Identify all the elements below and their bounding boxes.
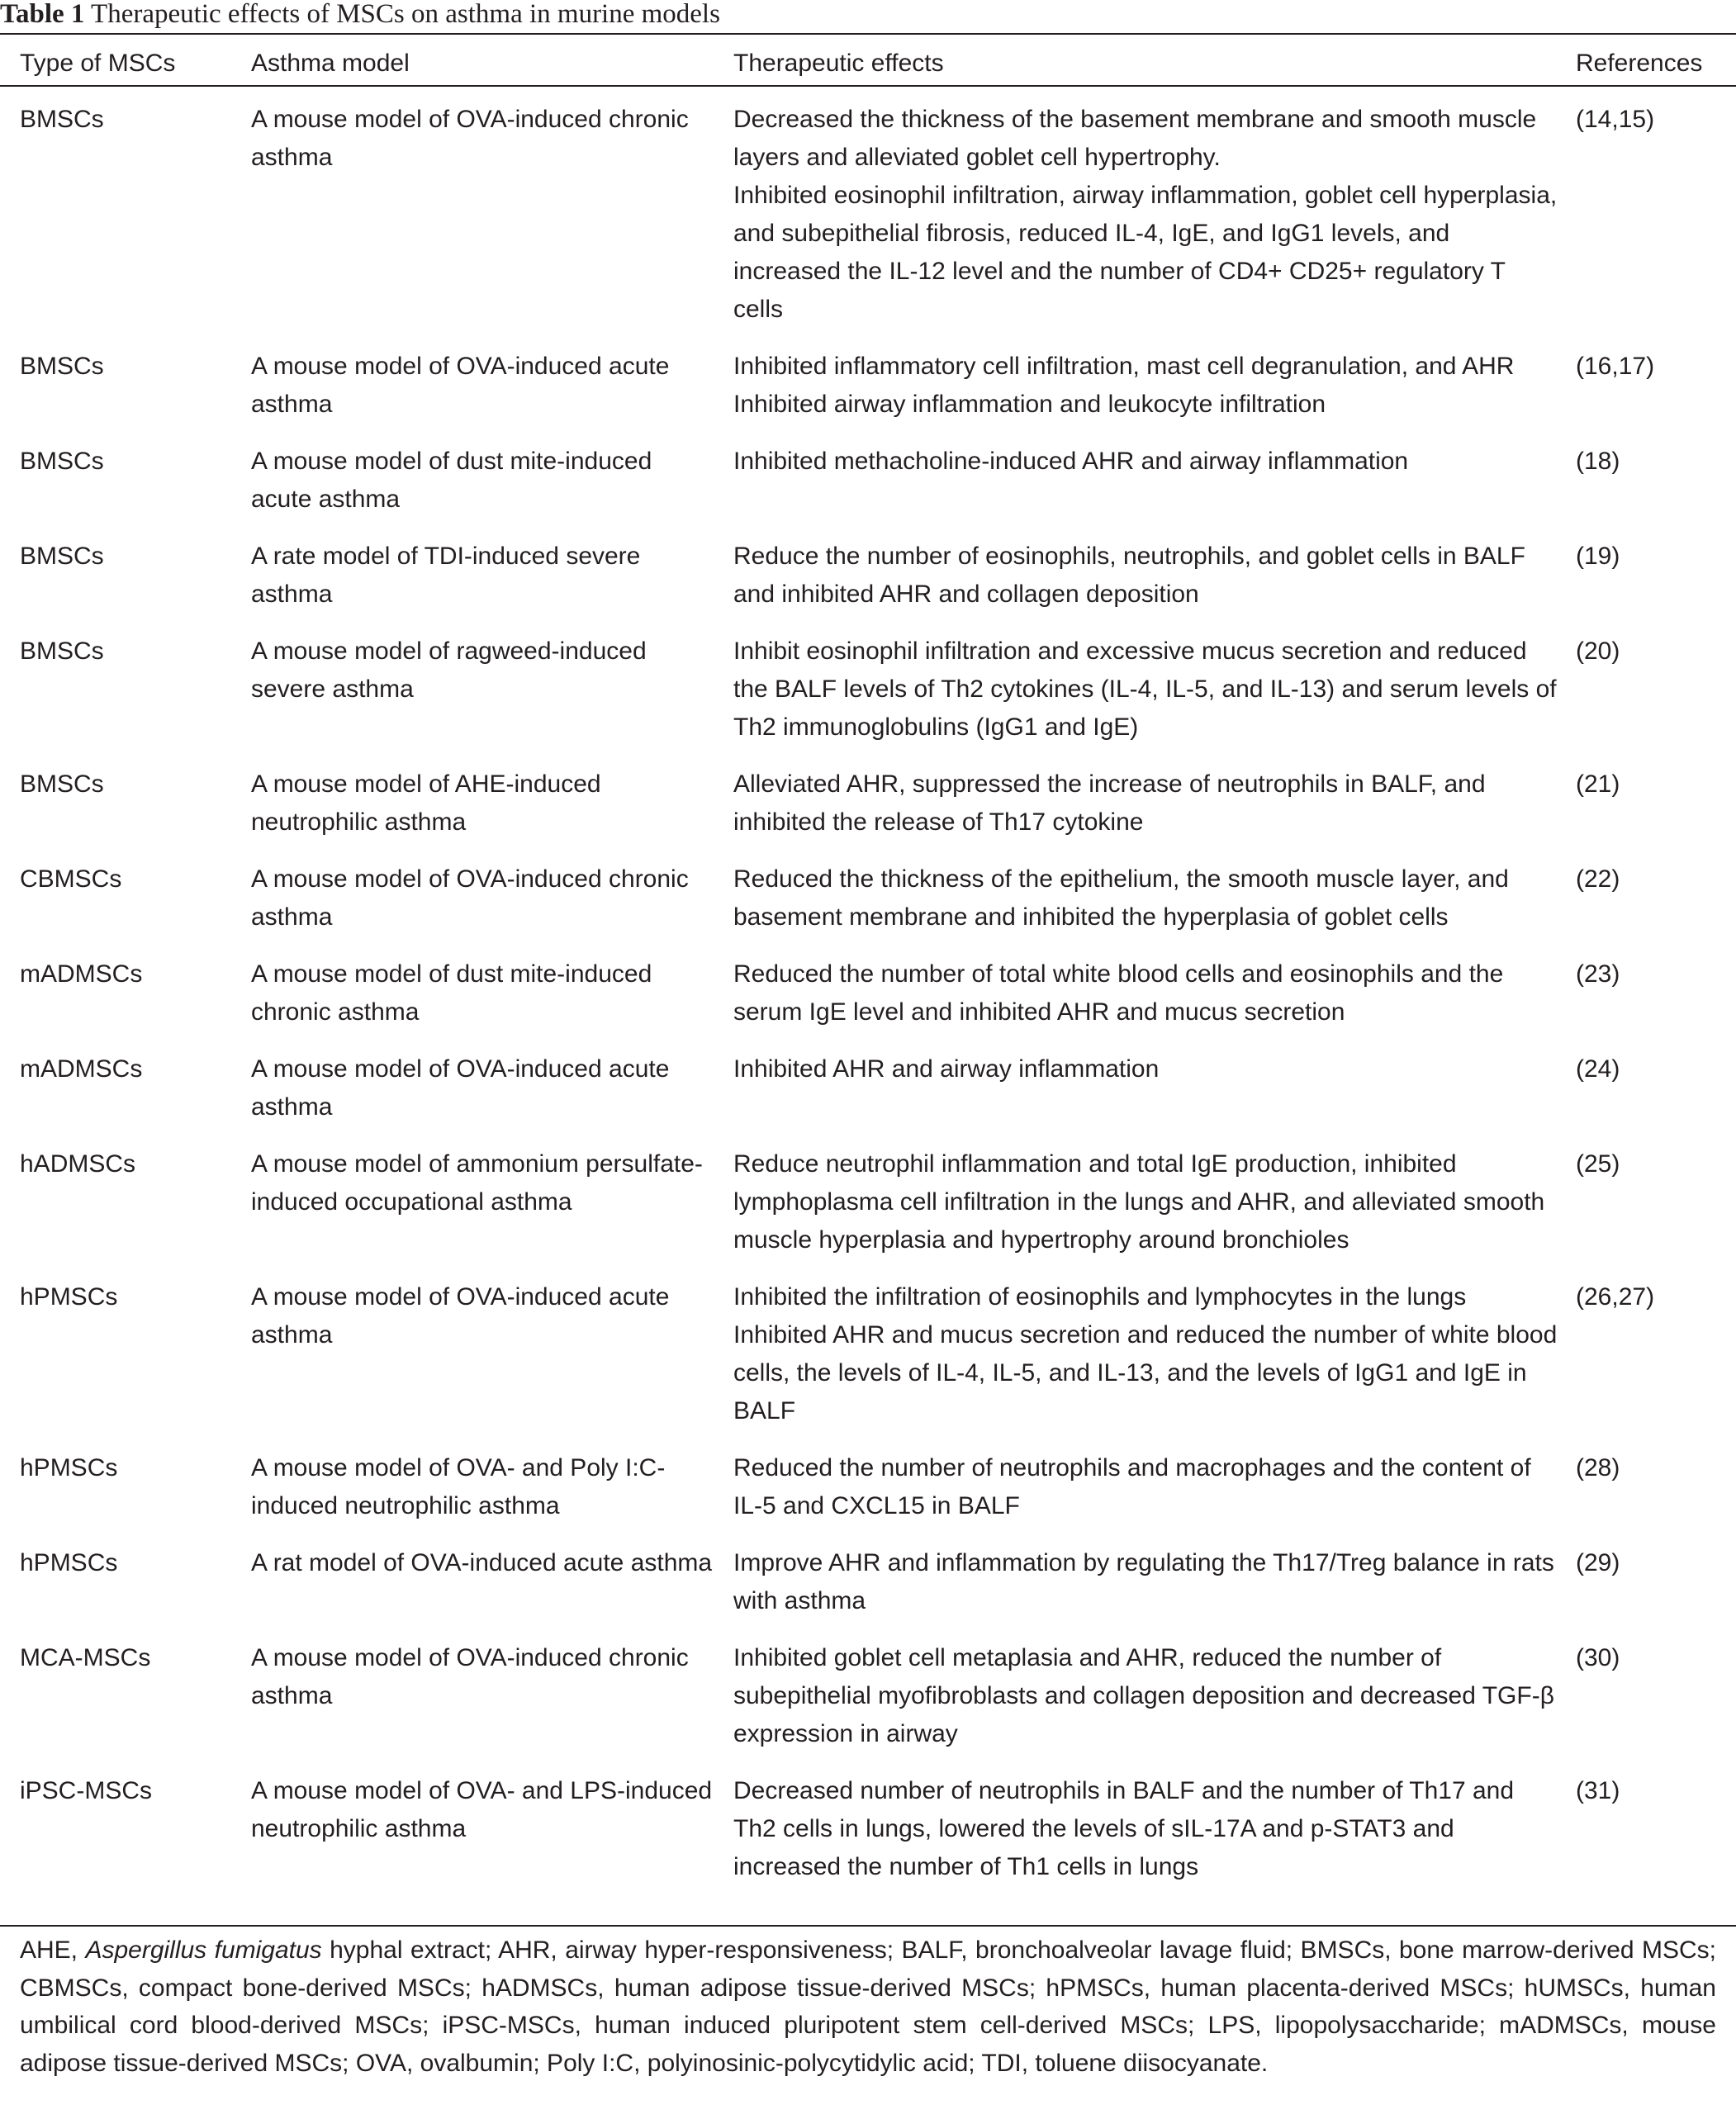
cell-reference: (29) [1576, 1549, 1620, 1576]
cell-therapeutic-effects [714, 860, 1561, 955]
bottom-rule [0, 1925, 1736, 1927]
cell-msc-type: MCA-MSCs [20, 1644, 151, 1671]
cell-reference: (16,17) [1576, 353, 1655, 380]
cell-msc-type: hPMSCs [20, 1283, 118, 1311]
cell-msc-type: hADMSCs [20, 1150, 136, 1178]
cell-therapeutic-effects [714, 766, 1561, 860]
cell-therapeutic-effects [714, 443, 1561, 538]
table-row [0, 766, 1736, 860]
effect-text: Inhibited AHR and mucus secretion and reduced the number of white blood cells, the levels of IL-4, IL-5, and IL-13, and the levels of IgG1 and IgE in BALF [733, 1321, 1558, 1425]
cell-reference: (26,27) [1576, 1283, 1655, 1311]
table-row [0, 443, 1736, 538]
cell-reference: (19) [1576, 543, 1620, 570]
effect-text: Inhibit eosinophil infiltration and excessive mucus secretion and reduced the BALF levels of Th2 cytokines (IL-4, IL-5, and IL-13) and serum levels of Th2 immunoglobulins (IgG1 and IgE) [733, 638, 1557, 741]
cell-asthma-model: A mouse model of ammonium persulfate-induced occupational asthma [251, 1150, 703, 1216]
cell-asthma-model: A mouse model of dust mite-induced chronic asthma [251, 960, 652, 1026]
cell-asthma-model: A mouse model of ragweed-induced severe asthma [251, 638, 647, 703]
cell-msc-type: iPSC-MSCs [20, 1777, 153, 1804]
cell-therapeutic-effects [714, 1050, 1561, 1145]
table-footnote [20, 1932, 1716, 2082]
effect-text: Inhibited AHR and airway inflammation [733, 1055, 1160, 1083]
cell-msc-type: BMSCs [20, 770, 104, 798]
effect-text: Reduced the number of neutrophils and macrophages and the content of IL-5 and CXCL15 in BALF [733, 1454, 1531, 1519]
asthma-msc-table [0, 45, 1736, 1905]
effect-text: Decreased the thickness of the basement membrane and smooth muscle layers and alleviated goblet cell hypertrophy. [733, 106, 1537, 171]
cell-therapeutic-effects [714, 955, 1561, 1050]
effect-text: Inhibited the infiltration of eosinophils and lymphocytes in the lungs [733, 1283, 1467, 1311]
cell-asthma-model: A mouse model of OVA-induced acute asthma [251, 1055, 670, 1121]
cell-asthma-model: A mouse model of dust mite-induced acute asthma [251, 448, 652, 513]
cell-asthma-model: A mouse model of OVA-induced chronic asthma [251, 865, 689, 931]
cell-asthma-model: A mouse model of AHE-induced neutrophilic asthma [251, 770, 601, 836]
cell-asthma-model: A mouse model of OVA- and LPS-induced neutrophilic asthma [251, 1777, 713, 1842]
cell-reference: (31) [1576, 1777, 1620, 1804]
cell-reference: (24) [1576, 1055, 1620, 1083]
cell-msc-type: hPMSCs [20, 1454, 118, 1481]
table-row [0, 1050, 1736, 1145]
effect-text: Inhibited methacholine-induced AHR and airway inflammation [733, 448, 1409, 475]
cell-therapeutic-effects [714, 1639, 1561, 1772]
effect-text: Alleviated AHR, suppressed the increase of neutrophils in BALF, and inhibited the release of Th17 cytokine [733, 770, 1486, 836]
table-row [0, 348, 1736, 443]
table-row [0, 1772, 1736, 1905]
table-row [0, 83, 1736, 348]
effect-text: Improve AHR and inflammation by regulating the Th17/Treg balance in rats with asthma [733, 1549, 1554, 1614]
cell-therapeutic-effects [714, 1145, 1561, 1278]
table-caption-text: Therapeutic effects of MSCs on asthma in murine models [84, 0, 720, 29]
footnote-abbr-first: AHE, [20, 1936, 86, 1964]
cell-asthma-model: A mouse model of OVA-induced acute asthma [251, 353, 670, 418]
cell-therapeutic-effects [714, 1544, 1561, 1639]
cell-msc-type: BMSCs [20, 638, 104, 665]
cell-asthma-model: A rat model of OVA-induced acute asthma [251, 1549, 713, 1576]
cell-msc-type: BMSCs [20, 106, 104, 133]
cell-msc-type: BMSCs [20, 353, 104, 380]
table-caption [0, 0, 720, 31]
effect-text: Reduce the number of eosinophils, neutrophils, and goblet cells in BALF and inhibited AHR and collagen deposition [733, 543, 1525, 608]
cell-reference: (22) [1576, 865, 1620, 893]
effect-text: Reduced the number of total white blood cells and eosinophils and the serum IgE level and inhibited AHR and mucus secretion [733, 960, 1504, 1026]
effect-text: Reduce neutrophil inflammation and total IgE production, inhibited lymphoplasma cell infiltration in the lungs and AHR, and alleviated smooth muscle hyperplasia and hypertrophy around bronchioles [733, 1150, 1545, 1254]
table-row [0, 860, 1736, 955]
cell-reference: (18) [1576, 448, 1620, 475]
table-header [0, 45, 1736, 83]
table-row [0, 1544, 1736, 1639]
table-caption-label: Table 1 [0, 0, 85, 29]
header-references: References [1576, 50, 1703, 77]
footnote-italic-term: Aspergillus fumigatus [85, 1936, 322, 1964]
effect-text: Inhibited eosinophil infiltration, airway inflammation, goblet cell hyperplasia, and subepithelial fibrosis, reduced IL-4, IgE, and IgG1 levels, and increased the IL-12 level and the number of CD4+ CD25+ regulatory T cells [733, 182, 1558, 323]
cell-asthma-model: A rate model of TDI-induced severe asthma [251, 543, 641, 608]
cell-msc-type: BMSCs [20, 448, 104, 475]
table-row [0, 955, 1736, 1050]
cell-reference: (21) [1576, 770, 1620, 798]
cell-reference: (28) [1576, 1454, 1620, 1481]
table-row [0, 633, 1736, 766]
header-type: Type of MSCs [20, 50, 176, 77]
cell-reference: (23) [1576, 960, 1620, 988]
table-row [0, 538, 1736, 633]
cell-therapeutic-effects [714, 1278, 1561, 1449]
header-effects: Therapeutic effects [733, 50, 944, 77]
table-row [0, 1145, 1736, 1278]
cell-msc-type: mADMSCs [20, 1055, 143, 1083]
table-row [0, 1449, 1736, 1544]
cell-reference: (14,15) [1576, 106, 1655, 133]
footnote-rest: hyphal extract; AHR, airway hyper-responsiveness; BALF, bronchoalveolar lavage fluid; BMSCs, bone marrow-derived MSCs; CBMSCs, compact bone-derived MSCs; hADMSCs, human adipose tissue-derived MSCs; hPMSCs, human placenta-derived MSCs; hUMSCs, human umbilical cord blood-derived MSCs; iPSC-MSCs, human induced pluripotent stem cell-derived MSCs; LPS, lipopolysaccharide; mADMSCs, mouse adipose tissue-derived MSCs; OVA, ovalbumin; Poly I:C, polyinosinic-polycytidylic acid; TDI, toluene diisocyanate. [20, 1936, 1716, 2077]
cell-therapeutic-effects [714, 1772, 1561, 1905]
cell-reference: (25) [1576, 1150, 1620, 1178]
cell-asthma-model: A mouse model of OVA-induced acute asthma [251, 1283, 670, 1349]
header-model: Asthma model [251, 50, 410, 77]
effect-text: Inhibited goblet cell metaplasia and AHR, reduced the number of subepithelial myofibroblasts and collagen deposition and decreased TGF-β expression in airway [733, 1644, 1554, 1747]
header-rule [0, 85, 1736, 87]
cell-therapeutic-effects [714, 348, 1561, 443]
cell-asthma-model: A mouse model of OVA- and Poly I:C-induced neutrophilic asthma [251, 1454, 666, 1519]
cell-therapeutic-effects [714, 1449, 1561, 1544]
cell-msc-type: BMSCs [20, 543, 104, 570]
effect-text: Decreased number of neutrophils in BALF and the number of Th17 and Th2 cells in lungs, lowered the levels of sIL-17A and p-STAT3 and increased the number of Th1 cells in lungs [733, 1777, 1515, 1880]
cell-msc-type: mADMSCs [20, 960, 143, 988]
cell-asthma-model: A mouse model of OVA-induced chronic asthma [251, 106, 689, 171]
cell-msc-type: CBMSCs [20, 865, 122, 893]
table-row [0, 1278, 1736, 1449]
table-body [0, 83, 1736, 1905]
cell-asthma-model: A mouse model of OVA-induced chronic asthma [251, 1644, 689, 1709]
cell-therapeutic-effects [714, 83, 1561, 348]
effect-text: Inhibited inflammatory cell infiltration, mast cell degranulation, and AHR Inhibited airway inflammation and leukocyte infiltration [733, 353, 1515, 418]
table-row [0, 1639, 1736, 1772]
cell-therapeutic-effects [714, 538, 1561, 633]
cell-reference: (20) [1576, 638, 1620, 665]
cell-therapeutic-effects [714, 633, 1561, 766]
effect-text: Reduced the thickness of the epithelium, the smooth muscle layer, and basement membrane and inhibited the hyperplasia of goblet cells [733, 865, 1509, 931]
cell-msc-type: hPMSCs [20, 1549, 118, 1576]
cell-reference: (30) [1576, 1644, 1620, 1671]
top-rule [0, 33, 1736, 35]
